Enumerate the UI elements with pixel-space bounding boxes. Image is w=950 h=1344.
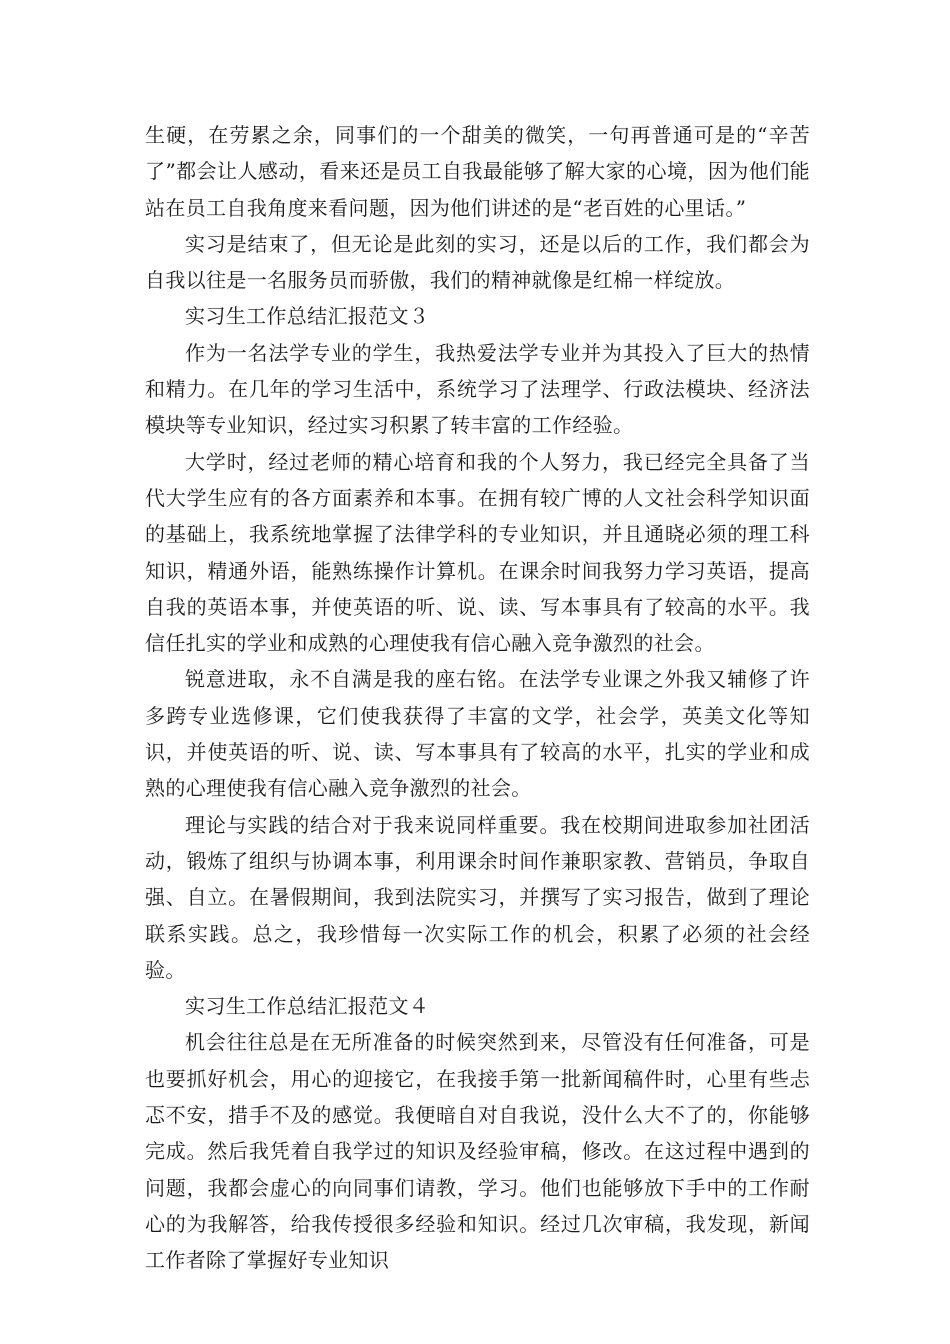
document-body (145, 117, 810, 1279)
paragraph-continuation: 生硬，在劳累之余，同事们的一个甜美的微笑，一句再普通可是的“辛苦了”都会让人感动，看来还是员工自我最能够了解大家的心境，因为他们能站在员工自我角度来看问题，因为他们讲述的是“老百姓的心里话。” (145, 123, 810, 220)
paragraph-motto: 锐意进取，永不自满是我的座右铭。在法学专业课之外我又辅修了许多跨专业选修课，它们使我获得了丰富的文学，社会学，英美文化等知识，并使英语的听、说、读、写本事具有了较高的水平，扎实的学业和成熟的心理使我有信心融入竞争激烈的社会。 (145, 667, 810, 801)
section-heading-4: 实习生工作总结汇报范文４ (185, 994, 430, 1019)
paragraph-university: 大学时，经过老师的精心培育和我的个人努力，我已经完全具备了当代大学生应有的各方面素养和本事。在拥有较广博的人文社会科学知识面的基础上，我系统地掌握了法律学科的专业知识，并且通晓必须的理工科知识，精通外语，能熟练操作计算机。在课余时间我努力学习英语，提高自我的英语本事，并使英语的听、说、读、写本事具有了较高的水平。我信任扎实的学业和成熟的心理使我有信心融入竞争激烈的社会。 (145, 449, 810, 656)
section-heading-3: 实习生工作总结汇报范文３ (185, 304, 430, 329)
paragraph-law-student: 作为一名法学专业的学生，我热爱法学专业并为其投入了巨大的热情和精力。在几年的学习生活中，系统学习了法理学、行政法模块、经济法模块等专业知识，经过实习积累了转丰富的工作经验。 (145, 340, 810, 438)
paragraph-internship-end: 实习是结束了，但无论是此刻的实习，还是以后的工作，我们都会为自我以往是一名服务员而骄傲，我们的精神就像是红棉一样绽放。 (145, 231, 810, 293)
paragraph-theory-practice: 理论与实践的结合对于我来说同样重要。我在校期间进取参加社团活动，锻炼了组织与协调本事，利用课余时间作兼职家教、营销员，争取自强、自立。在暑假期间，我到法院实习，并撰写了实习报告，做到了理论联系实践。总之，我珍惜每一次实际工作的机会，积累了必须的社会经验。 (145, 812, 810, 982)
paragraph-opportunity: 机会往往总是在无所准备的时候突然到来，尽管没有任何准备，可是也要抓好机会，用心的迎接它，在我接手第一批新闻稿件时，心里有些忐忑不安，措手不及的感觉。我便暗自对自我说，没什么大不了的，你能够完成。然后我凭着自我学过的知识及经验审稿，修改。在这过程中遇到的问题，我都会虚心的向同事们请教，学习。他们也能够放下手中的工作耐心的为我解答，给我传授很多经验和知识。经过几次审稿，我发现，新闻工作者除了掌握好专业知识 (145, 1030, 810, 1273)
